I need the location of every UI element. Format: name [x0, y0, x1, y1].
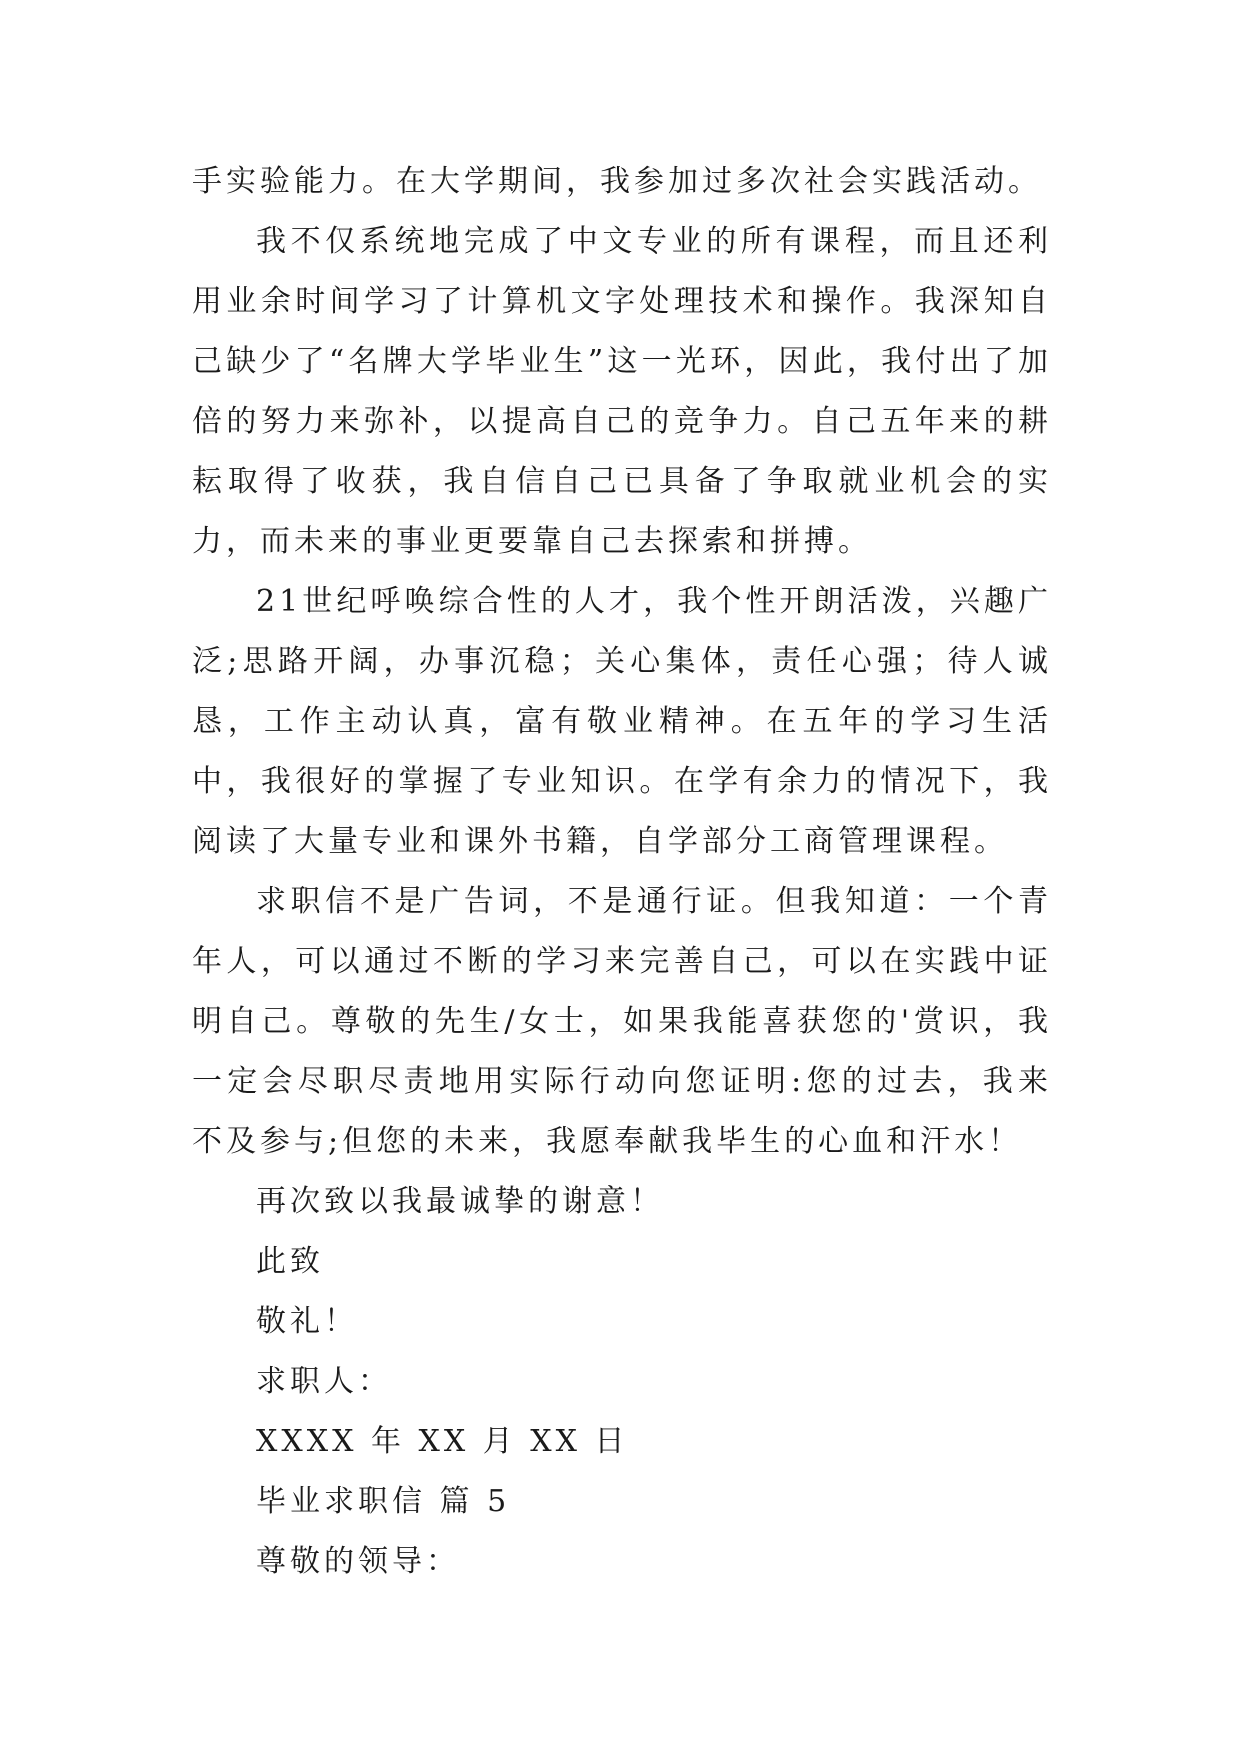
date-line: XXXX 年 XX 月 XX 日: [256, 1424, 629, 1459]
paragraph-2: 我不仅系统地完成了中文专业的所有课程，而且还利用业余时间学习了计算机文字处理技术和操作。我深知自己缺少了“名牌大学毕业生”这一光环，因此，我付出了加倍的努力来弥补，以提高自己的竞争力。自己五年来的耕耘取得了收获，我自信自己已具备了争取就业机会的实力，而未来的事业更要靠自己去探索和拼搏。: [192, 224, 1052, 559]
salutation-line-1: 此致: [256, 1244, 324, 1279]
next-letter-title: 毕业求职信 篇 5: [256, 1484, 511, 1519]
salutation-line-2: 敬礼！: [256, 1304, 358, 1339]
applicant-line: 求职人：: [256, 1364, 392, 1399]
paragraph-3: 21世纪呼唤综合性的人才，我个性开朗活泼，兴趣广泛;思路开阔，办事沉稳；关心集体，责任心强；待人诚恳，工作主动认真，富有敬业精神。在五年的学习生活中，我很好的掌握了专业知识。在学有余力的情况下，我阅读了大量专业和课外书籍，自学部分工商管理课程。: [192, 584, 1052, 859]
next-letter-greeting: 尊敬的领导：: [256, 1544, 460, 1579]
paragraph-1: 手实验能力。在大学期间，我参加过多次社会实践活动。: [192, 164, 1042, 199]
paragraph-4: 求职信不是广告词，不是通行证。但我知道：一个青年人，可以通过不断的学习来完善自己，可以在实践中证明自己。尊敬的先生/女士，如果我能喜获您的'赏识，我一定会尽职尽责地用实际行动向您证明:您的过去，我来不及参与;但您的未来，我愿奉献我毕生的心血和汗水！: [192, 884, 1052, 1159]
letter-body: [192, 152, 1052, 1592]
thanks-line: 再次致以我最诚挚的谢意！: [256, 1184, 664, 1219]
